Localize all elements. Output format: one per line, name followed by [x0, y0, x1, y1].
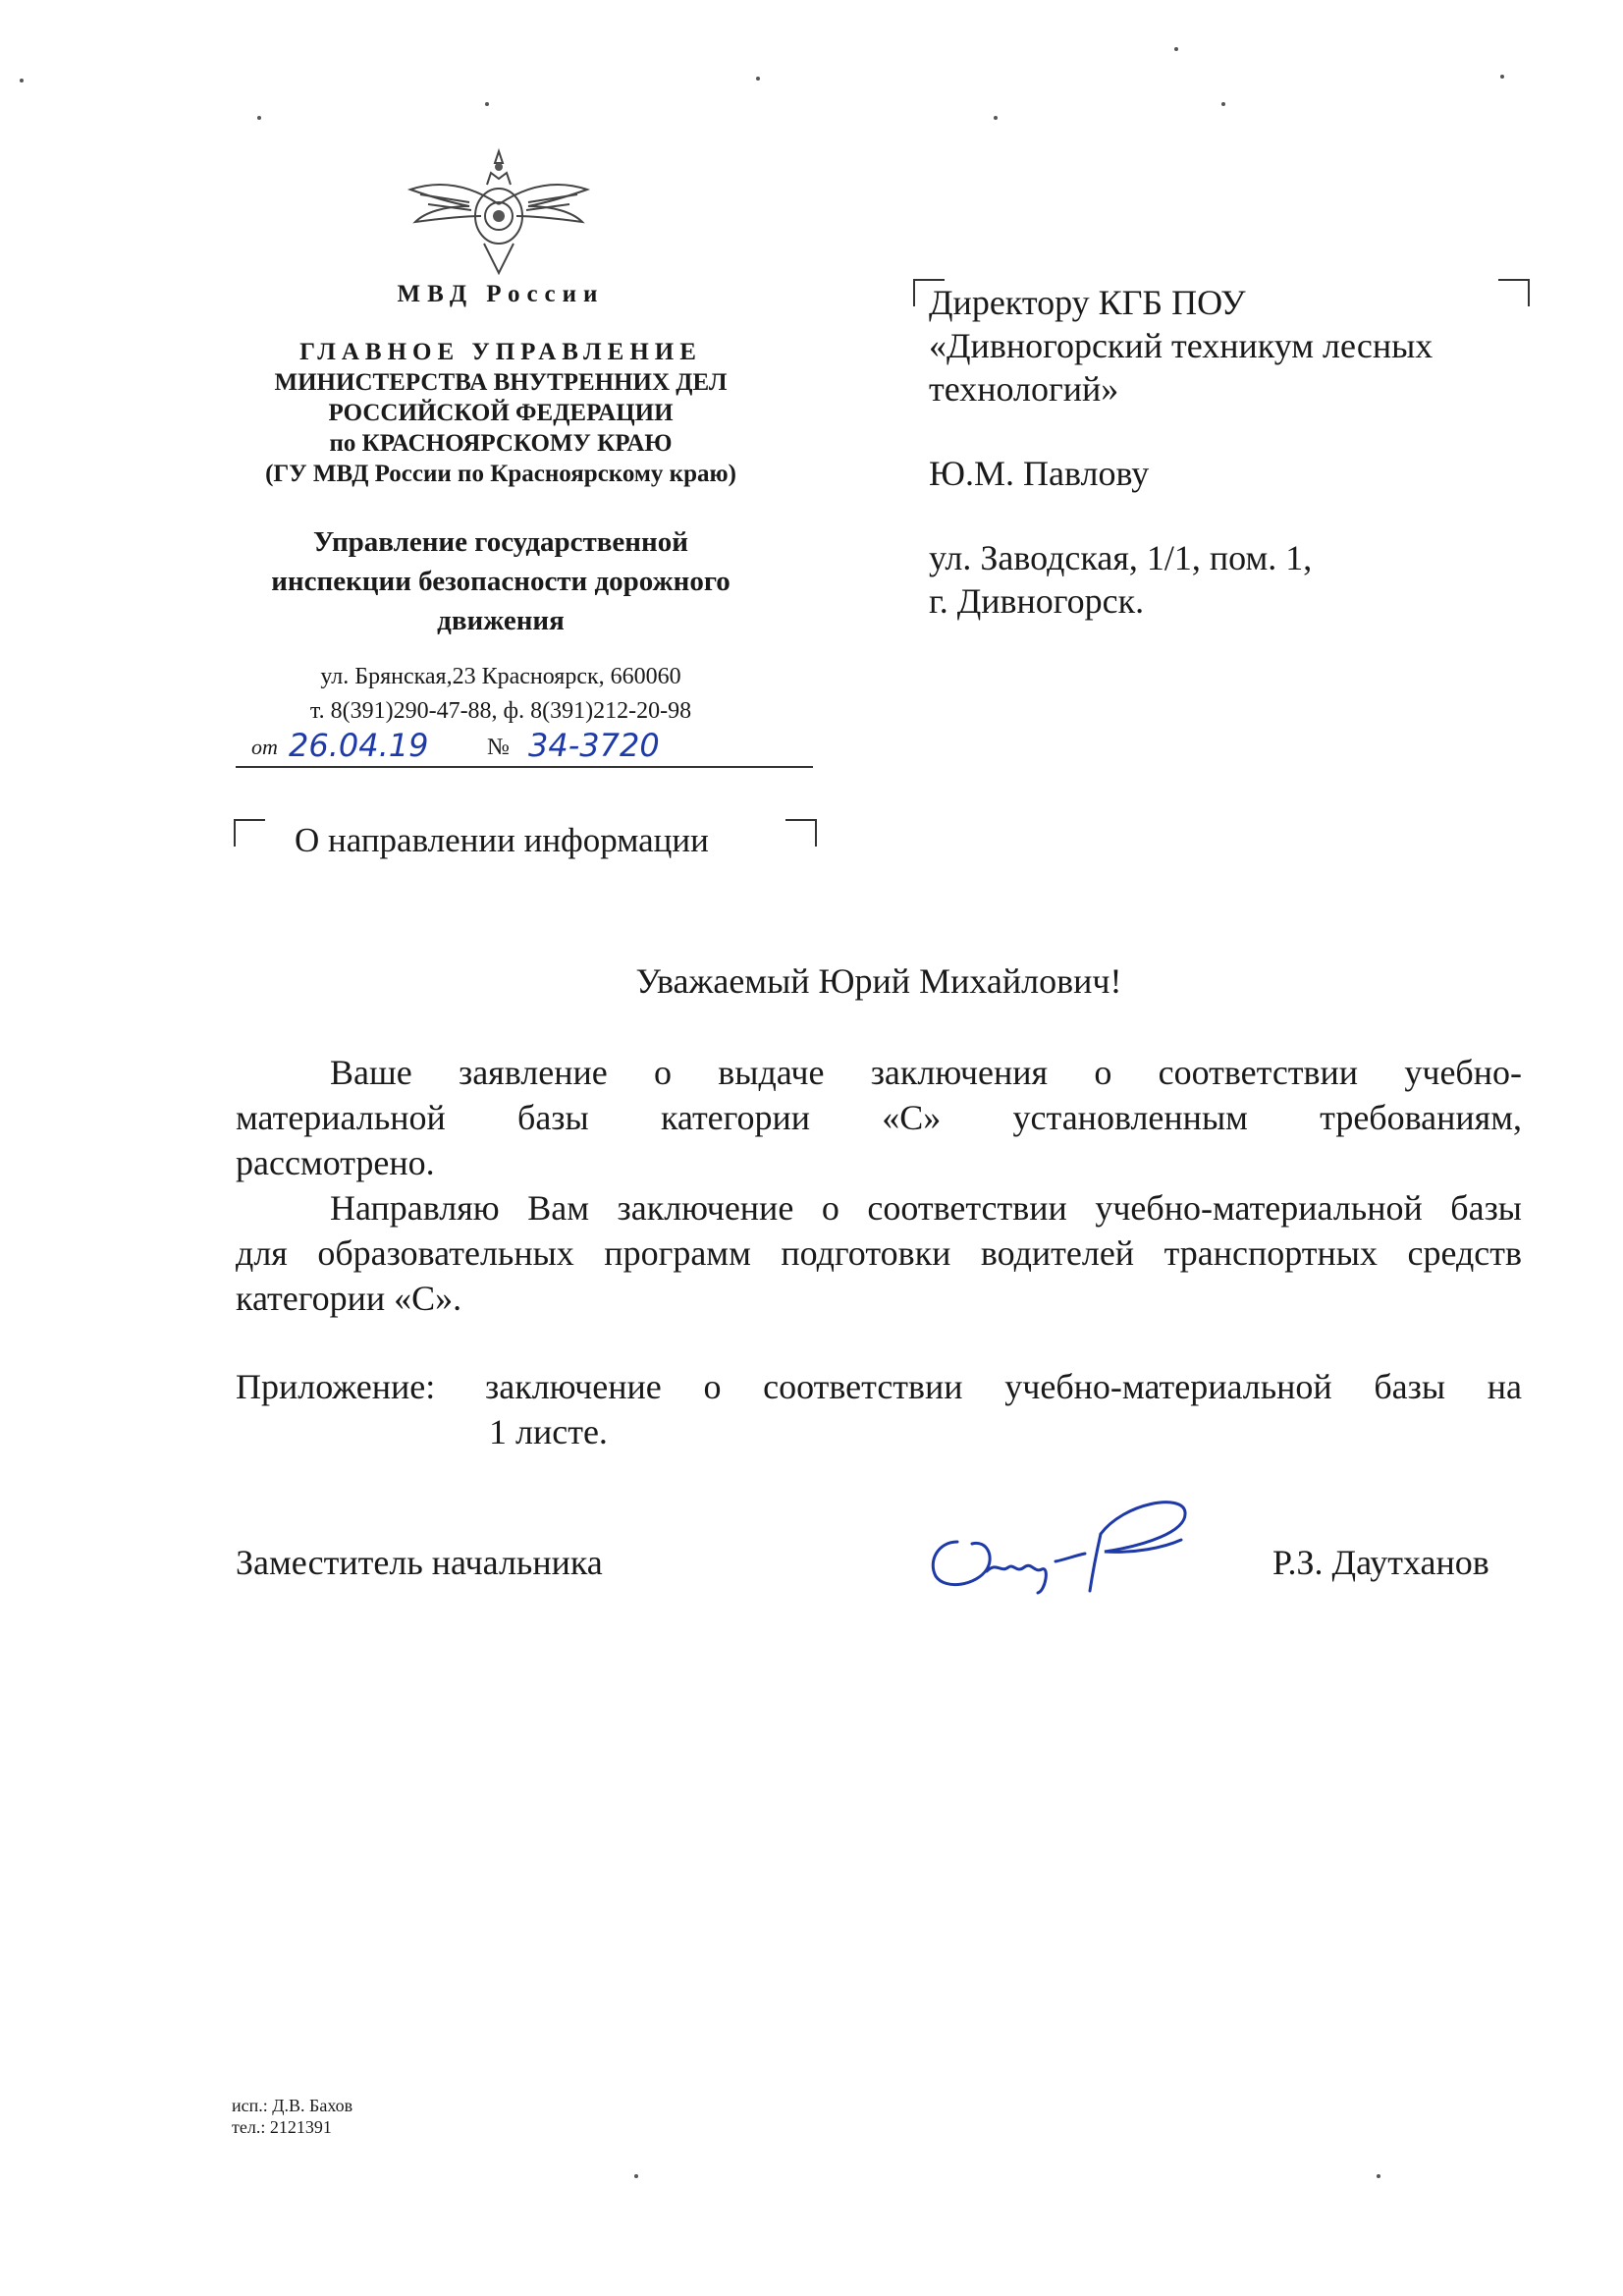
paragraph-1-line-2: материальной базы категории «С» установленным требованиям,	[236, 1098, 1522, 1137]
subject-line: О направлении информации	[295, 821, 709, 859]
recipient-bracket-right	[1498, 279, 1530, 306]
attachment-text	[485, 1364, 1522, 1454]
salutation: Уважаемый Юрий Михайлович!	[635, 961, 1122, 1001]
paragraph-2	[236, 1185, 1522, 1321]
recipient-address-1: ул. Заводская, 1/1, пом. 1,	[929, 538, 1313, 577]
scan-speck	[634, 2174, 638, 2178]
department-line-1: Управление государственной	[313, 526, 688, 558]
scan-speck	[994, 116, 998, 120]
org-line-1: ГЛАВНОЕ УПРАВЛЕНИЕ	[299, 339, 702, 365]
signer-position: Заместитель начальника	[236, 1543, 603, 1582]
registration-line	[236, 727, 813, 768]
recipient-line-1: Директору КГБ ПОУ	[929, 283, 1246, 322]
date-value: 26.04.19	[289, 727, 429, 764]
handwritten-signature	[918, 1483, 1203, 1601]
scan-speck	[1377, 2174, 1380, 2178]
recipient-address-2: г. Дивногорск.	[929, 581, 1145, 621]
number-prefix: №	[487, 735, 510, 760]
emblem-icon	[401, 145, 597, 279]
paragraph-1-line-1: Ваше заявление о выдаче заключения о соответствии учебно-	[330, 1053, 1522, 1092]
signer-name: Р.З. Даутханов	[1272, 1543, 1489, 1582]
department-line-3: движения	[437, 605, 565, 636]
number-value: 34-3720	[528, 727, 660, 764]
scan-speck	[1500, 75, 1504, 79]
executor-phone: тел.: 2121391	[232, 2117, 332, 2137]
paragraph-1	[236, 1050, 1522, 1185]
recipient-name: Ю.М. Павлову	[929, 454, 1150, 493]
subject-bracket-left	[234, 819, 265, 847]
org-line-5: (ГУ МВД России по Красноярскому краю)	[265, 461, 736, 487]
organization-block	[226, 337, 776, 489]
department-line-2: инспекции безопасности дорожного	[271, 566, 730, 597]
date-prefix: от	[251, 735, 278, 759]
recipient-line-2: «Дивногорский техникум лесных	[929, 326, 1434, 365]
contacts-block	[226, 660, 776, 729]
paragraph-1-line-3: рассмотрено.	[236, 1143, 435, 1182]
scan-speck	[20, 79, 24, 82]
org-address: ул. Брянская,23 Красноярск, 660060	[320, 664, 681, 689]
scan-speck	[1221, 102, 1225, 106]
org-phones: т. 8(391)290-47-88, ф. 8(391)212-20-98	[309, 698, 692, 724]
recipient-line-3: технологий»	[929, 369, 1119, 409]
paragraph-2-line-2: для образовательных программ подготовки водителей транспортных средств	[236, 1233, 1522, 1273]
paragraph-2-line-1: Направляю Вам заключение о соответствии учебно-материальной базы	[330, 1188, 1522, 1228]
org-line-4: по КРАСНОЯРСКОМУ КРАЮ	[329, 430, 673, 457]
ministry-name: МВД России	[397, 281, 605, 307]
attachment-line-2: 1 листе.	[489, 1412, 608, 1451]
recipient-block	[929, 281, 1498, 623]
scan-speck	[485, 102, 489, 106]
attachment-label: Приложение:	[236, 1367, 436, 1406]
scan-speck	[257, 116, 261, 120]
subject-bracket-right	[785, 819, 817, 847]
org-line-2: МИНИСТЕРСТВА ВНУТРЕННИХ ДЕЛ	[274, 369, 728, 396]
footer-block	[232, 2095, 352, 2138]
attachment-line-1: заключение о соответствии учебно-материальной базы на	[485, 1367, 1522, 1406]
paragraph-2-line-3: категории «С».	[236, 1279, 462, 1318]
org-line-3: РОССИЙСКОЙ ФЕДЕРАЦИИ	[328, 400, 674, 426]
executor-line: исп.: Д.В. Бахов	[232, 2096, 353, 2115]
department-block	[226, 522, 776, 640]
scan-speck	[1174, 47, 1178, 51]
scan-speck	[756, 77, 760, 81]
